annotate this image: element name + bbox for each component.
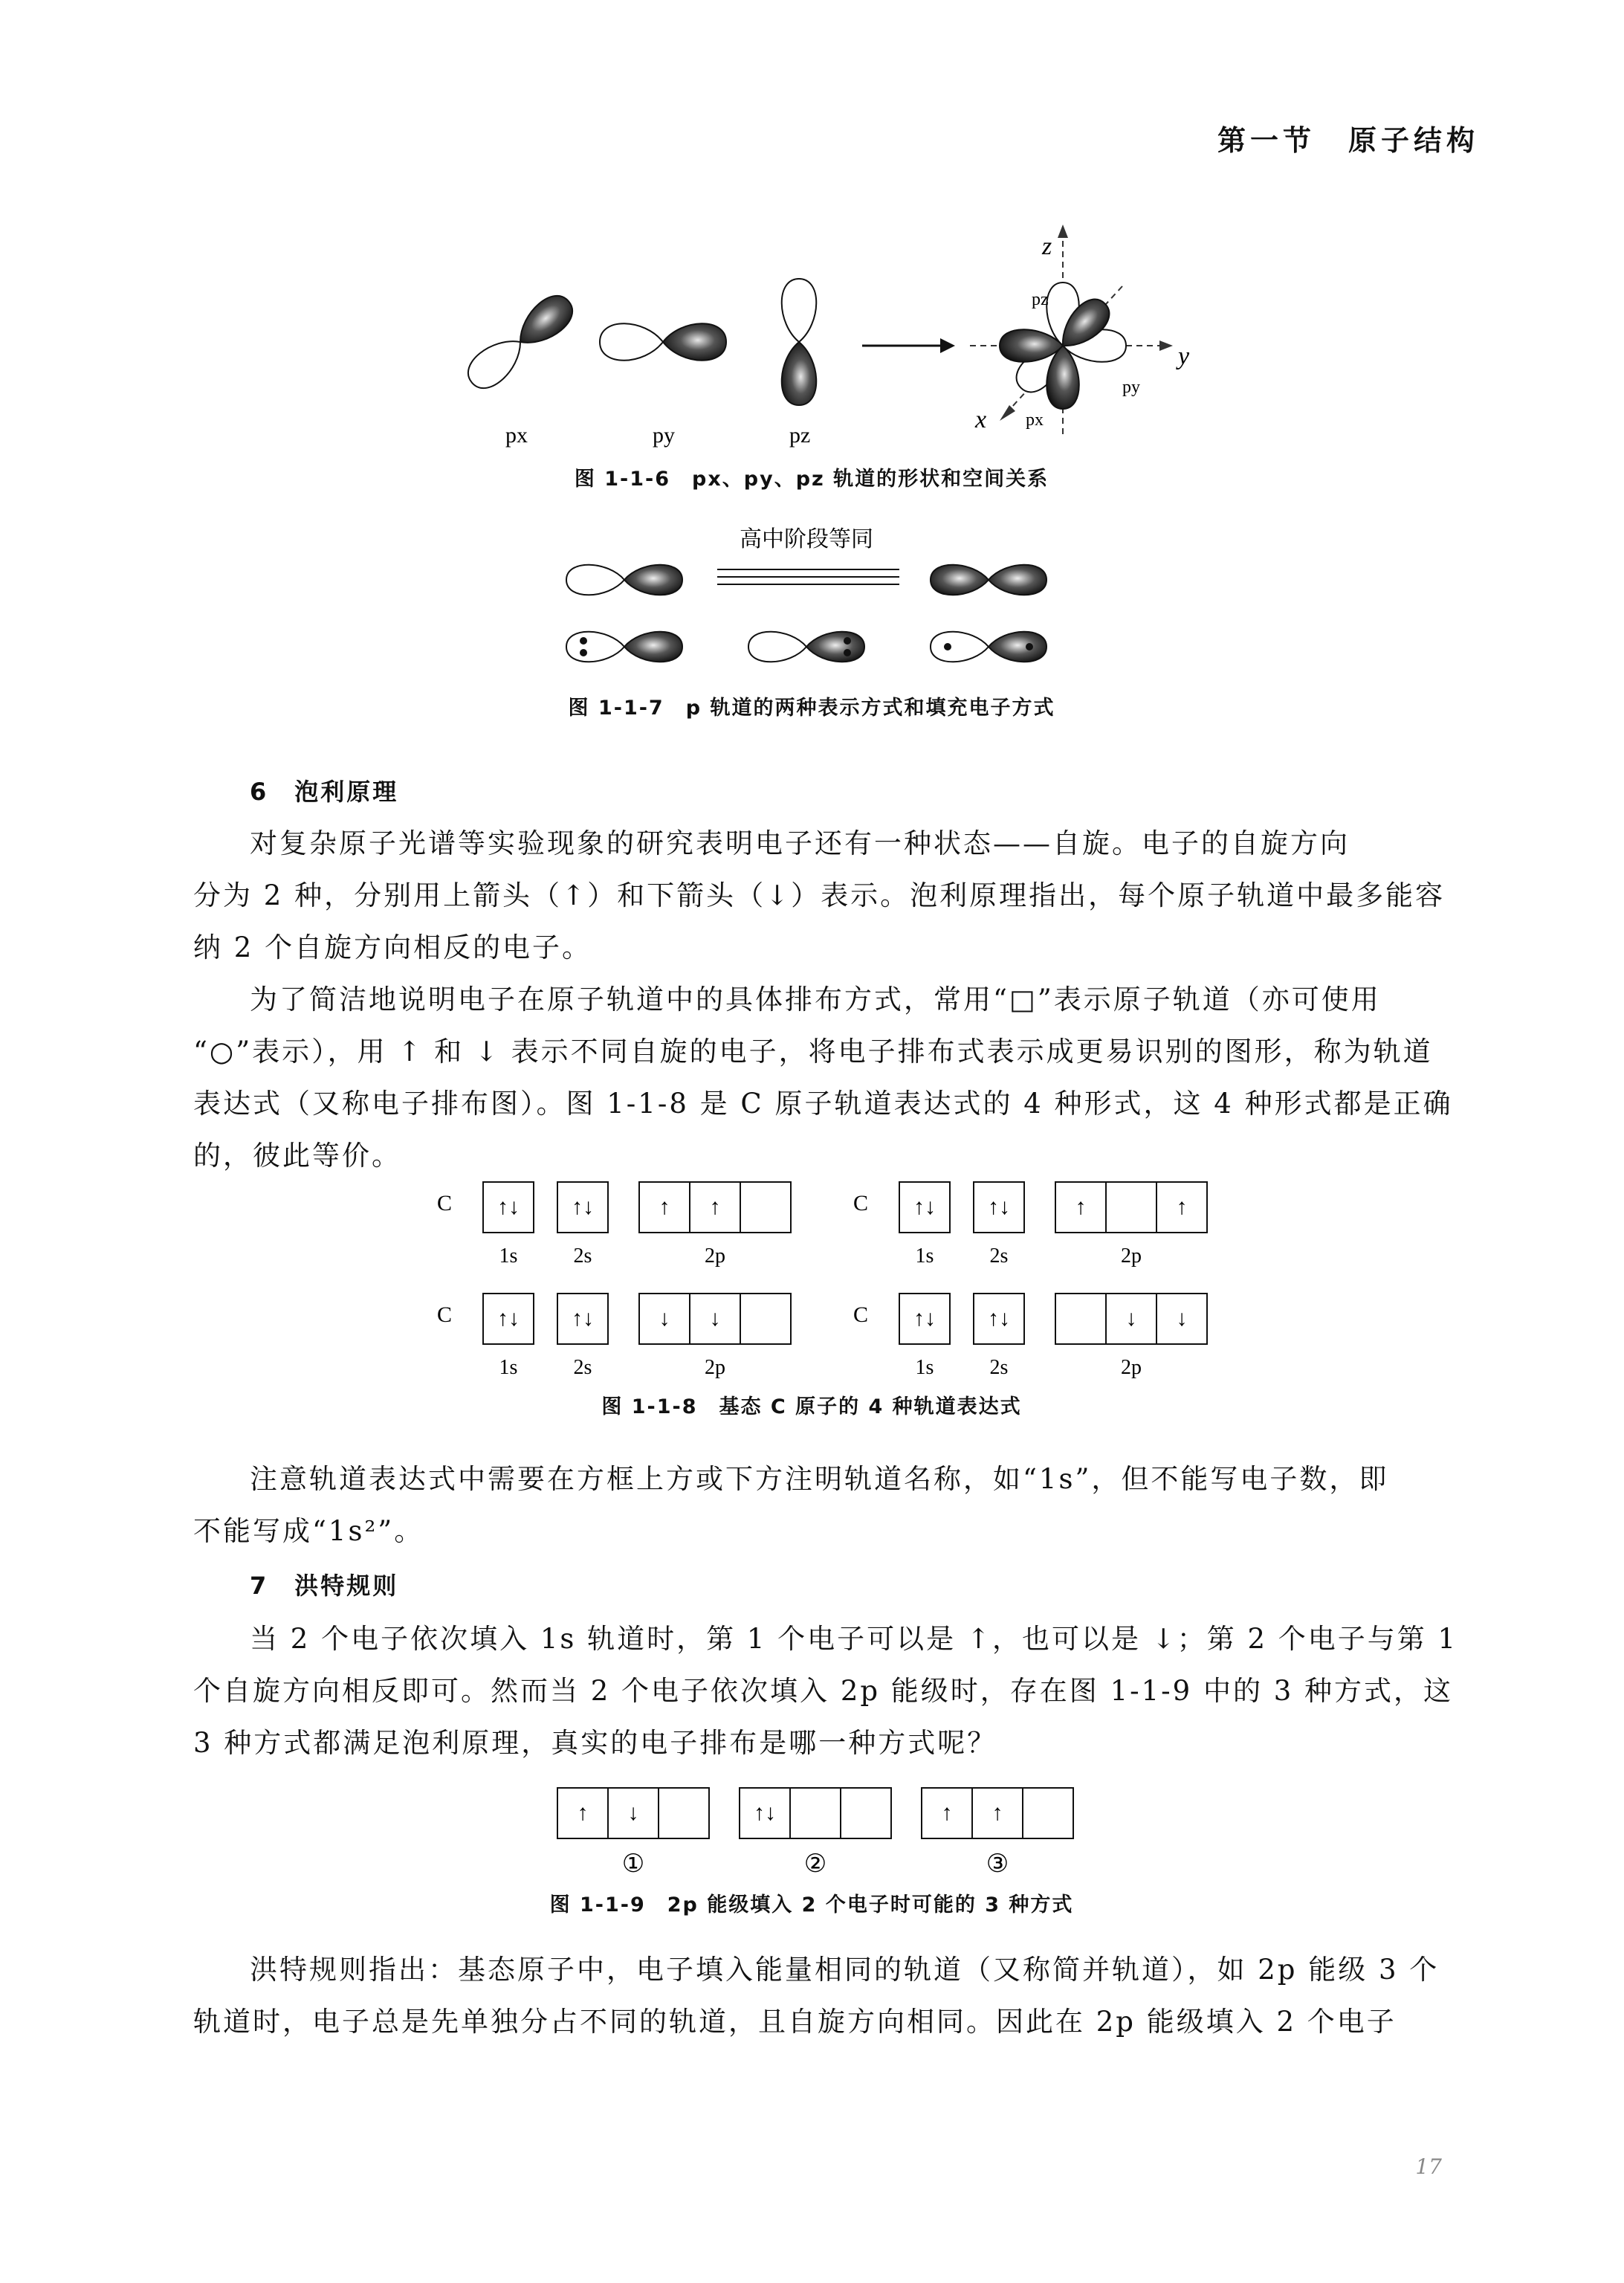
section7-paragraph-2: 洪特规则指出：基态原子中，电子填入能量相同的轨道（又称简并轨道），如 2p 能级 3 个 轨道时，电子总是先单独分占不同的轨道，且自旋方向相同。因此在 2p 能级填入 2 个电子 <box>193 1954 1440 2038</box>
orbital-label-2p: 2p <box>705 1356 725 1379</box>
electron-2p-3: ↑ <box>1176 1195 1188 1219</box>
section6-paragraph-2: 为了简洁地说明电子在原子轨道中的具体排布方式，常用“□”表示原子轨道（亦可使用 “○”表示），用 ↑ 和 ↓ 表示不同自旋的电子，将电子排布式表示成更易识别的图形，称为轨道 表达式（又称电子排布图）。图 1-1-8 是 C 原子轨道表达式的 4 种形式，这 4 种形式都是正确 的，彼此等价。 <box>193 984 1453 1172</box>
figure-caption-1-1-6: 图 1-1-6 px、py、pz 轨道的形状和空间关系 <box>574 468 1049 491</box>
lobe-label-py: py <box>1122 378 1140 397</box>
axis-y: y <box>1178 343 1190 370</box>
figure-caption-1-1-7: 图 1-1-7 p 轨道的两种表示方式和填充电子方式 <box>568 697 1055 720</box>
orbital-diagram-3 <box>437 1294 791 1379</box>
equivalent-label: 高中阶段等同 <box>740 527 873 552</box>
orbital-label-2s: 2s <box>573 1356 592 1379</box>
element-symbol: C <box>437 1302 453 1327</box>
orbital-label-1s: 1s <box>915 1356 934 1379</box>
label-pz: pz <box>789 423 811 448</box>
electron-s1: ↑↓ <box>913 1306 936 1331</box>
px-orbital <box>461 288 580 396</box>
electron-s2: ↑↓ <box>988 1306 1010 1331</box>
electron-2p-2: ↑ <box>709 1195 721 1219</box>
orbital-diagram-4 <box>853 1294 1207 1379</box>
figure-caption-1-1-8: 图 1-1-8 基态 C 原子的 4 种轨道表达式 <box>601 1395 1022 1418</box>
electron-s1: ↑↓ <box>913 1195 936 1219</box>
electron-2p-1: ↓ <box>659 1306 670 1331</box>
orbital-label-2p: 2p <box>1121 1356 1142 1379</box>
figure-1-1-9 <box>550 1784 1085 1881</box>
axis-z: z <box>1042 233 1052 260</box>
filling-option-1 <box>557 1788 709 1878</box>
axis-x: x <box>975 406 987 433</box>
option-number: ③ <box>986 1850 1009 1878</box>
pz-orbital <box>782 279 817 405</box>
option-number: ② <box>803 1850 827 1878</box>
orbital-label-1s: 1s <box>499 1356 518 1379</box>
element-symbol: C <box>853 1302 869 1327</box>
section7-paragraph-1: 当 2 个电子依次填入 1s 轨道时，第 1 个电子可以是 ↑，也可以是 ↓；第 2 个电子与第 1 个自旋方向相反即可。然而当 2 个电子依次填入 2p 能级时，存在图 1-1-9 中的 3 种方式，这 3 种方式都满足泡利原理，真实的电子排布是哪一种方式呢？ <box>193 1623 1458 1759</box>
electron-1: ↑ <box>577 1801 589 1825</box>
electron-s1: ↑↓ <box>497 1195 520 1219</box>
orbital-label-2p: 2p <box>705 1244 725 1268</box>
note-paragraph: 注意轨道表达式中需要在方框上方或下方注明轨道名称，如“1s”，但不能写电子数，即 不能写成“1s²”。 <box>193 1463 1389 1547</box>
section6-paragraph-1: 对复杂原子光谱等实验现象的研究表明电子还有一种状态——自旋。电子的自旋方向 分为 2 种，分别用上箭头（↑）和下箭头（↓）表示。泡利原理指出，每个原子轨道中最多能容 纳 2 个自旋方向相反的电子。 <box>193 827 1446 963</box>
electron-2p-2: ↓ <box>709 1306 721 1331</box>
element-symbol: C <box>853 1191 869 1215</box>
orbital-label-2p: 2p <box>1121 1244 1142 1268</box>
orbital-diagram-1 <box>437 1182 791 1268</box>
electron-2: ↑ <box>991 1801 1003 1825</box>
label-px: px <box>505 423 528 448</box>
orbital-label-2s: 2s <box>989 1244 1009 1268</box>
orbital-label-2s: 2s <box>989 1356 1009 1379</box>
orbital-diagram-2 <box>853 1182 1207 1268</box>
electron-s2: ↑↓ <box>572 1195 594 1219</box>
filling-option-3 <box>922 1788 1073 1878</box>
electron-s2: ↑↓ <box>572 1306 594 1331</box>
orbital-label-1s: 1s <box>499 1244 518 1268</box>
figure-1-1-6 <box>416 216 1234 461</box>
lobe-label-pz: pz <box>1032 290 1049 309</box>
orbital-label-1s: 1s <box>915 1244 934 1268</box>
figure-caption-1-1-9: 图 1-1-9 2p 能级填入 2 个电子时可能的 3 种方式 <box>549 1893 1074 1917</box>
element-symbol: C <box>437 1191 453 1215</box>
combined-orbitals <box>970 225 1190 439</box>
py-orbital <box>600 323 726 361</box>
lobe-label-px: px <box>1026 410 1044 430</box>
running-header: 第一节 原子结构 <box>1217 124 1479 157</box>
figure-1-1-8 <box>431 1175 1219 1383</box>
electron-2p-3: ↓ <box>1176 1306 1188 1331</box>
page-number: 17 <box>1415 2154 1442 2179</box>
filling-option-2 <box>740 1788 891 1878</box>
electron-2p-1: ↑ <box>1075 1195 1087 1219</box>
electron-2: ↓ <box>627 1801 639 1825</box>
electron-2p-1: ↑ <box>659 1195 670 1219</box>
option-number: ① <box>621 1850 645 1878</box>
arrow-icon <box>862 338 955 353</box>
section-heading-6: 6 泡利原理 <box>250 778 399 806</box>
electron-1: ↑↓ <box>754 1801 776 1825</box>
electron-s1: ↑↓ <box>497 1306 520 1331</box>
figure-1-1-7 <box>550 520 1085 691</box>
label-py: py <box>653 423 675 448</box>
electron-s2: ↑↓ <box>988 1195 1010 1219</box>
electron-1: ↑ <box>941 1801 953 1825</box>
orbital-label-2s: 2s <box>573 1244 592 1268</box>
electron-2p-2: ↓ <box>1125 1306 1137 1331</box>
section-heading-7: 7 洪特规则 <box>250 1572 399 1600</box>
